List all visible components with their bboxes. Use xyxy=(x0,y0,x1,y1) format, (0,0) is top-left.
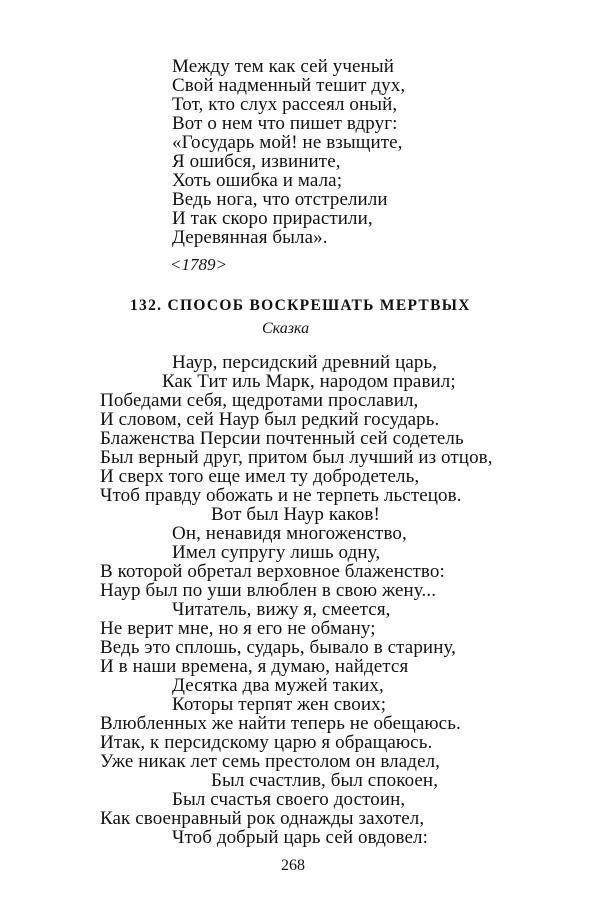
poem-line: Между тем как сей ученый xyxy=(172,56,394,77)
poem-line: Победами себя, щедротами прославил, xyxy=(100,390,419,411)
poem-line: Он, ненавидя многоженство, xyxy=(172,523,407,544)
poem-line: И в наши времена, я думаю, найдется xyxy=(100,656,409,677)
poem-line: Был счастья своего достоин, xyxy=(172,789,406,810)
poem-line: Блаженства Персии почтенный сей содетель xyxy=(100,428,464,449)
poem-line: Чтоб правду обожать и не терпеть льстецов. xyxy=(100,485,462,506)
poem-line: Ведь нога, что отстрелили xyxy=(172,189,388,210)
poem-line: Уже никак лет семь престолом он владел, xyxy=(100,751,441,772)
first-poem-stanza xyxy=(172,57,405,247)
poem-line: «Государь мой! не взыщите, xyxy=(172,132,403,153)
poem-line: Был верный друг, притом был лучший из отцов, xyxy=(100,447,493,468)
second-poem-body xyxy=(0,353,600,847)
poem-line: Хоть ошибка и мала; xyxy=(172,170,343,191)
page-number: 268 xyxy=(281,857,305,874)
poem-line: Которы терпят жен своих; xyxy=(172,694,387,715)
poem-line: Был счастлив, был спокоен, xyxy=(211,770,439,791)
poem-line: И словом, сей Наур был редкий государь. xyxy=(100,409,440,430)
poem-line: Деревянная была». xyxy=(172,227,328,248)
poem-line: В которой обретал верховное блаженство: xyxy=(100,561,445,582)
poem-line: Десятка два мужей таких, xyxy=(172,675,384,696)
poem-line: И сверх того еще имел ту добродетель, xyxy=(100,466,420,487)
poem-line: Я ошибся, извините, xyxy=(172,151,341,172)
poem-line: Имел супругу лишь одну, xyxy=(172,542,381,563)
poem-title: 132. СПОСОБ ВОСКРЕШАТЬ МЕРТВЫХ xyxy=(130,297,471,314)
poem-subtitle: Сказка xyxy=(262,320,310,337)
poem-line: Влюбленных же найти теперь не обещаюсь. xyxy=(100,713,461,734)
poem-line: Как своенравный рок однажды захотел, xyxy=(100,808,425,829)
poem-line: Итак, к персидскому царю я обращаюсь. xyxy=(100,732,433,753)
poem-line: Ведь это сплошь, сударь, бывало в старину, xyxy=(100,637,457,658)
poem-line: Чтоб добрый царь сей овдовел: xyxy=(172,827,428,848)
poem-line: Не верит мне, но я его не обману; xyxy=(100,618,376,639)
poem-line: Тот, кто слух рассеял оный, xyxy=(172,94,398,115)
poem-line: Свой надменный тешит дух, xyxy=(172,75,406,96)
poem-line: Наур был по уши влюблен в свою жену... xyxy=(100,580,437,601)
poem-line: Читатель, вижу я, смеется, xyxy=(172,599,391,620)
poem-date: <1789> xyxy=(170,255,227,274)
poem-line: Как Тит иль Марк, народом правил; xyxy=(162,371,456,392)
poem-line: Наур, персидский древний царь, xyxy=(172,352,438,373)
poem-line: Вот был Наур каков! xyxy=(211,504,380,525)
poem-line: И так скоро прирастили, xyxy=(172,208,373,229)
poem-line: Вот о нем что пишет вдруг: xyxy=(172,113,398,134)
